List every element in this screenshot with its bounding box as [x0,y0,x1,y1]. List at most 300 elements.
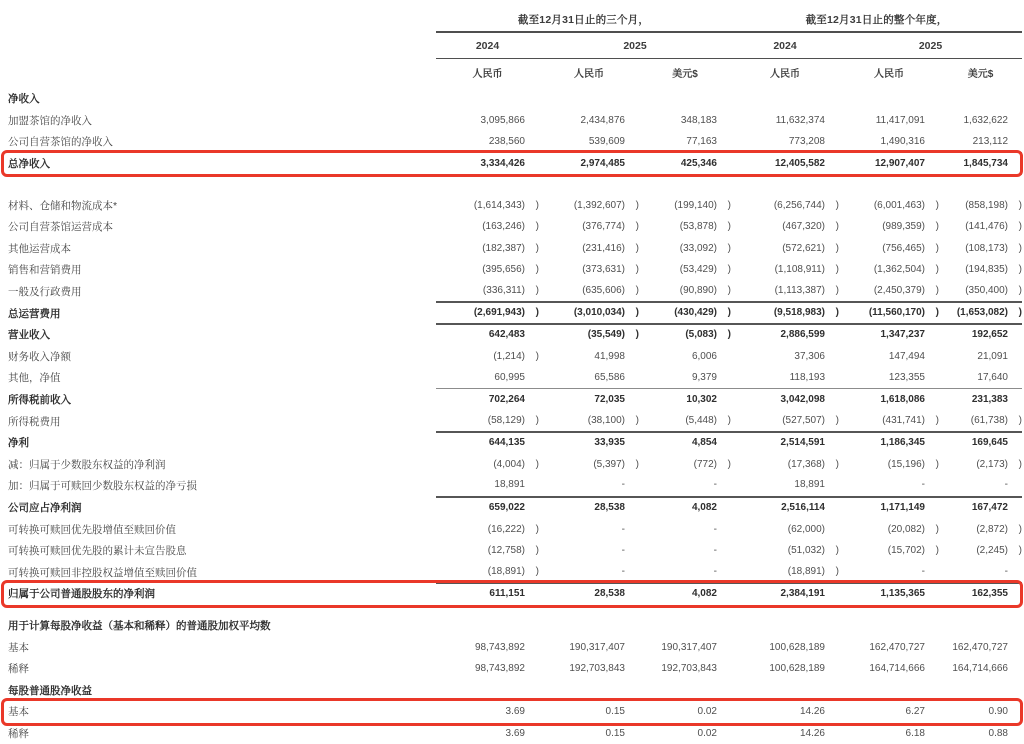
table-cell [731,474,839,496]
row-values [436,367,1022,390]
table-cell [436,636,539,658]
table-row [8,497,1022,519]
cell-value: 18,891 [794,479,825,491]
table-cell [539,324,639,346]
period-group-full-year: 截至12月31日止的整个年度， [805,14,948,26]
cell-value: (62,000) [787,523,825,535]
table-cell [731,636,839,658]
row-label: 归属于公司普通股股东的净利润 [8,588,155,601]
table-cell [939,636,1022,658]
table-cell [939,432,1022,454]
row-values [436,389,1022,411]
cell-value: (373,631) [582,264,625,276]
table-cell [839,194,939,216]
cell-value: (35,549) [587,329,625,341]
table-cell [839,259,939,281]
cell-value: 162,355 [971,588,1008,600]
table-cell [839,497,939,519]
cell-value: - [1004,479,1008,491]
cell-value: (1,392,607) [573,199,625,211]
table-row [8,131,1022,153]
table-cell [539,367,639,389]
cell-paren-suffix: ) [935,242,939,254]
row-label: 可转换可赎回优先股增值至赎回价值 [8,523,176,536]
cell-paren-suffix: ) [835,565,839,577]
table-cell [939,280,1022,302]
cell-value: (430,429) [674,306,717,318]
table-cell [539,194,639,216]
cell-value: 3.69 [505,727,525,739]
year-header: 2025 [623,40,647,52]
table-cell [839,636,939,658]
cell-value: (467,320) [782,221,825,233]
cell-value: - [713,479,717,491]
table-cell [539,497,639,519]
cell-paren-suffix: ) [727,264,731,276]
table-cell [436,474,539,496]
table-cell [436,701,539,723]
cell-value: (431,741) [882,414,925,426]
table-cell [939,346,1022,368]
cell-paren-suffix: ) [535,350,539,362]
cell-value: (9,518,983) [773,306,825,318]
table-cell [731,324,839,346]
table-cell [731,259,839,281]
table-cell [839,238,939,260]
row-values [436,432,1022,454]
cell-value: (395,656) [482,264,525,276]
table-cell [639,131,731,153]
row-label: 材料、仓储和物流成本* [8,199,118,212]
table-cell [731,701,839,723]
cell-value: (53,878) [679,221,717,233]
cell-paren-suffix: ) [635,242,639,254]
cell-value: 1,186,345 [880,437,925,449]
table-cell [839,658,939,680]
table-cell [731,367,839,389]
table-cell [539,583,639,605]
cell-value: (1,614,343) [473,199,525,211]
cell-paren-suffix: ) [935,414,939,426]
cell-paren-suffix: ) [535,458,539,470]
cell-value: 348,183 [680,114,717,126]
table-cell [539,454,639,476]
period-group-header-row [8,12,1022,27]
cell-value: 118,193 [789,371,825,383]
cell-paren-suffix: ) [635,329,639,341]
table-row [8,432,1022,454]
table-cell [839,474,939,496]
cell-value: (572,621) [782,242,825,254]
row-label: 净收入 [8,93,40,106]
table-cell [436,560,539,582]
cell-value: (989,359) [882,221,925,233]
cell-paren-suffix: ) [535,545,539,557]
table-row [8,194,1022,216]
currency-header: 人民币 [574,69,604,80]
cell-value: (231,416) [582,242,625,254]
cell-paren-suffix: ) [835,242,839,254]
cell-value: 60,995 [494,371,525,383]
cell-value: (6,256,744) [773,199,825,211]
cell-value: (4,004) [493,458,525,470]
cell-value: 37,306 [794,350,825,362]
table-cell [731,560,839,582]
cell-value: - [621,523,625,535]
table-cell [436,238,539,260]
cell-paren-suffix: ) [535,264,539,276]
row-label: 每股普通股净收益 [8,684,92,697]
cell-value: 1,135,365 [880,588,925,600]
cell-value: 6,006 [691,350,717,362]
table-cell [639,432,731,454]
cell-value: (350,400) [965,285,1008,297]
cell-paren-suffix: ) [1018,285,1022,297]
table-cell [639,409,731,431]
table-cell [939,583,1022,605]
cell-value: 9,379 [691,371,717,383]
table-cell [539,152,639,174]
currency-header: 人民币 [874,69,904,80]
table-cell [839,280,939,302]
cell-paren-suffix: ) [835,285,839,297]
table-cell [731,110,839,132]
table-cell [436,518,539,540]
table-cell [839,367,939,389]
row-label: 加盟茶馆的净收入 [8,114,92,127]
cell-value: 611,151 [489,588,525,600]
cell-value: (182,387) [482,242,525,254]
cell-value: (527,507) [782,414,825,426]
table-cell [539,560,639,582]
cell-value: 33,935 [594,437,625,449]
table-cell [839,701,939,723]
cell-paren-suffix: ) [1018,242,1022,254]
table-cell [839,346,939,368]
table-row [8,110,1022,132]
table-cell [939,110,1022,132]
cell-paren-suffix: ) [935,221,939,233]
cell-paren-suffix: ) [1018,199,1022,211]
cell-value: 3,334,426 [480,157,525,169]
cell-paren-suffix: ) [635,264,639,276]
table-row [8,679,1022,701]
table-row [8,302,1022,324]
row-values [436,259,1022,281]
row-values [436,280,1022,304]
cell-value: 0.88 [988,727,1008,739]
cell-value: 0.15 [605,706,625,718]
cell-value: 192,652 [971,329,1008,341]
row-label: 稀释 [8,727,29,740]
table-cell [839,583,939,605]
cell-value: (18,891) [487,565,525,577]
table-cell [639,454,731,476]
table-cell [939,301,1022,323]
cell-value: 28,538 [594,501,625,513]
table-row [8,153,1022,175]
cell-value: - [921,565,925,577]
period-group-three-months: 截至12月31日止的三个月， [517,14,650,26]
table-cell [839,409,939,431]
table-cell [436,346,539,368]
table-cell [539,259,639,281]
cell-value: (58,129) [487,414,525,426]
row-label: 基本 [8,706,29,719]
table-cell [539,518,639,540]
table-row [8,346,1022,368]
cell-value: 169,645 [971,437,1008,449]
cell-value: (38,100) [587,414,625,426]
cell-value: (33,092) [679,242,717,254]
cell-value: 12,907,407 [874,157,925,169]
cell-value: (108,173) [965,242,1008,254]
table-cell [839,518,939,540]
table-cell [839,152,939,174]
cell-value: 162,470,727 [869,641,925,653]
cell-value: (2,872) [976,523,1008,535]
table-cell [731,131,839,153]
cell-paren-suffix: ) [635,199,639,211]
cell-value: (5,083) [685,329,717,341]
cell-value: 18,891 [494,479,525,491]
table-cell [731,540,839,562]
table-cell [939,389,1022,411]
table-row [8,281,1022,303]
table-row [8,636,1022,658]
table-cell [639,658,731,680]
cell-paren-suffix: ) [835,199,839,211]
cell-value: (163,246) [482,221,525,233]
table-cell [639,540,731,562]
cell-paren-suffix: ) [635,414,639,426]
cell-value: 6.27 [905,706,925,718]
cell-value: 11,417,091 [875,114,925,126]
cell-value: (61,738) [970,414,1008,426]
table-cell [731,409,839,431]
cell-value: 190,317,407 [661,641,717,653]
table-cell [539,540,639,562]
row-values [436,194,1022,216]
year-header: 2024 [475,40,500,52]
row-values [436,216,1022,238]
table-cell [539,474,639,496]
row-label: 公司应占净利润 [8,501,82,514]
cell-paren-suffix: ) [1018,458,1022,470]
cell-paren-suffix: ) [535,242,539,254]
row-label: 可转换可赎回优先股的累计未宣告股息 [8,545,187,558]
cell-paren-suffix: ) [727,199,731,211]
table-cell [436,389,539,411]
cell-value: 21,091 [977,350,1008,362]
cell-value: 702,264 [488,394,525,406]
table-cell [939,259,1022,281]
row-label: 所得税前收入 [8,394,71,407]
cell-paren-suffix: ) [835,221,839,233]
table-cell [539,701,639,723]
row-label: 总运营费用 [8,307,61,320]
cell-paren-suffix: ) [935,458,939,470]
group-rule-row [8,31,1022,33]
table-cell [639,259,731,281]
row-label: 所得税费用 [8,415,61,428]
cell-value: 659,022 [488,501,525,513]
table-row [8,475,1022,497]
table-cell [839,540,939,562]
cell-value: 2,974,485 [580,157,625,169]
cell-value: (5,448) [685,414,717,426]
table-cell [639,497,731,519]
cell-value: (336,311) [482,285,525,297]
row-values [436,454,1022,476]
table-cell [436,432,539,454]
year-header-row [8,40,1022,52]
cell-value: 0.15 [605,727,625,739]
row-values [436,110,1022,132]
table-cell [731,280,839,302]
group-rule-right [731,31,1022,33]
currency-header: 人民币 [472,69,503,80]
table-cell [939,131,1022,153]
table-cell [639,152,731,174]
cell-value: 72,035 [594,394,625,406]
table-cell [939,560,1022,582]
cell-paren-suffix: ) [935,523,939,535]
row-values [436,409,1022,433]
table-cell [639,238,731,260]
table-row [8,658,1022,680]
cell-value: 773,208 [788,135,825,147]
table-cell [839,131,939,153]
table-cell [639,110,731,132]
row-values [436,540,1022,562]
table-cell [539,110,639,132]
cell-paren-suffix: ) [535,285,539,297]
cell-value: 213,112 [972,135,1008,147]
table-cell [731,454,839,476]
row-label: 营业收入 [8,329,50,342]
cell-value: (51,032) [787,545,825,557]
cell-paren-suffix: ) [835,545,839,557]
table-cell [539,409,639,431]
table-cell [731,583,839,605]
row-values [436,518,1022,540]
header-label-spacer [8,12,436,27]
cell-paren-suffix: ) [727,414,731,426]
cell-value: (20,082) [887,523,925,535]
table-cell [939,518,1022,540]
cell-value: 1,845,734 [963,157,1008,169]
cell-value: (194,835) [965,264,1008,276]
table-cell [839,454,939,476]
cell-value: (635,606) [582,285,625,297]
cell-paren-suffix: ) [635,458,639,470]
cell-value: (858,198) [965,199,1008,211]
table-cell [639,367,731,389]
cell-value: 238,560 [488,135,525,147]
cell-paren-suffix: ) [1018,264,1022,276]
table-cell [939,238,1022,260]
table-cell [436,301,539,323]
cell-value: (376,774) [582,221,625,233]
table-cell [839,301,939,323]
cell-paren-suffix: ) [935,285,939,297]
table-cell [939,474,1022,496]
year-rule-row [8,58,1022,59]
cell-value: 100,628,189 [769,641,825,653]
table-cell [939,324,1022,346]
table-cell [639,701,731,723]
table-cell [639,346,731,368]
cell-paren-suffix: ) [535,221,539,233]
table-cell [539,636,639,658]
table-row [8,454,1022,476]
table-cell [939,701,1022,723]
table-cell [639,216,731,238]
cell-value: - [713,523,717,535]
cell-value: 14.26 [799,727,825,739]
row-label: 用于计算每股净收益（基本和稀释）的普通股加权平均数 [8,619,271,632]
cell-paren-suffix: ) [727,285,731,297]
table-cell [731,152,839,174]
cell-paren-suffix: ) [835,264,839,276]
table-cell [436,131,539,153]
cell-value: (1,214) [493,350,525,362]
cell-value: - [1004,565,1008,577]
table-cell [731,658,839,680]
row-label: 财务收入净额 [8,350,71,363]
table-cell [539,216,639,238]
cell-value: 147,494 [888,350,925,362]
row-values [436,497,1022,519]
row-label: 可转换可赎回非控股权益增值至赎回价值 [8,566,197,579]
row-values [436,583,1022,605]
cell-paren-suffix: ) [835,414,839,426]
table-cell [436,216,539,238]
cell-value: 4,082 [691,588,717,600]
cell-paren-suffix: ) [1018,306,1022,318]
table-row [8,367,1022,389]
table-cell [939,409,1022,431]
table-cell [436,367,539,389]
row-values [436,560,1022,584]
table-cell [731,194,839,216]
cell-value: 3,042,098 [780,394,825,406]
cell-value: (2,245) [976,545,1008,557]
cell-value: 644,135 [488,437,525,449]
currency-header: 美元$ [672,69,698,80]
cell-value: 1,618,086 [880,394,925,406]
cell-value: 192,703,843 [661,663,717,675]
table-row [8,701,1022,723]
table-cell [639,636,731,658]
table-row [8,238,1022,260]
cell-paren-suffix: ) [835,458,839,470]
cell-value: 3.69 [505,706,525,718]
row-values [436,152,1022,175]
table-cell [839,389,939,411]
cell-value: 0.90 [988,706,1008,718]
cell-paren-suffix: ) [935,264,939,276]
year-header: 2024 [773,40,797,52]
cell-paren-suffix: ) [1018,523,1022,535]
table-cell [939,497,1022,519]
cell-value: 539,609 [588,135,625,147]
table-row [8,583,1022,605]
table-cell [939,367,1022,389]
cell-value: 1,347,237 [880,329,925,341]
cell-value: 28,538 [594,588,625,600]
